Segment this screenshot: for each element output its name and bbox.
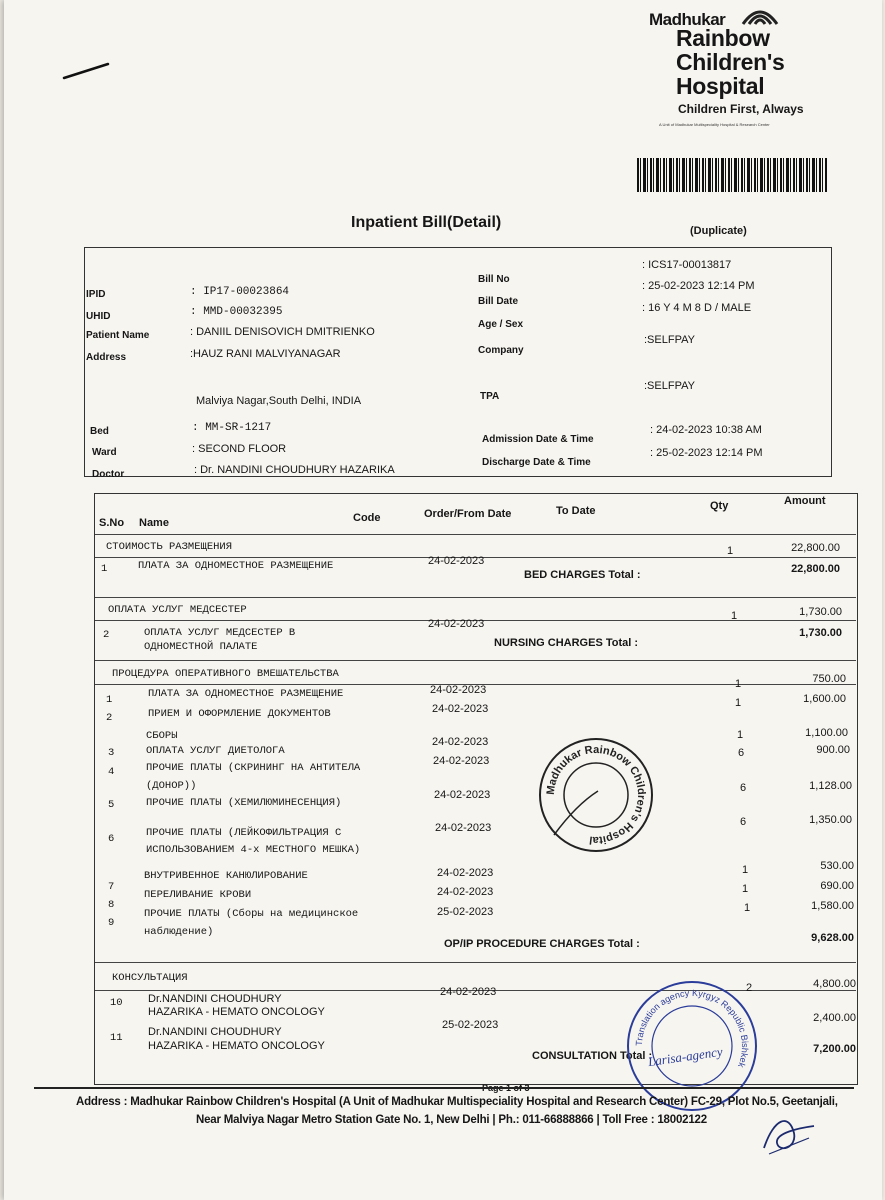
row-amount: 750.00: [812, 673, 846, 685]
col-from-date: Order/From Date: [424, 508, 512, 520]
row-date: 24-02-2023: [434, 789, 491, 801]
row-date: 24-02-2023: [428, 555, 485, 567]
col-code: Code: [353, 512, 381, 524]
row-date: 24-02-2023: [432, 736, 489, 748]
bed-total-value: 22,800.00: [791, 563, 840, 575]
row-qty: 6: [740, 782, 747, 794]
tpa-label: TPA: [480, 391, 500, 402]
duplicate-label: (Duplicate): [690, 225, 747, 237]
bill-date-value: : 25-02-2023 12:14 PM: [642, 280, 755, 292]
footer-address-line2: Near Malviya Nagar Metro Station Gate No. 1, New Delhi | Ph.: 011-66888866 | Toll Free : 18002122: [196, 1114, 707, 1126]
address-label: Address: [86, 352, 127, 363]
row-amount: 22,800.00: [791, 542, 840, 554]
ward-label: Ward: [92, 447, 117, 458]
discharge-label: Discharge Date & Time: [482, 457, 591, 468]
row-name: ПРОЧИЕ ПЛАТЫ (ХЕМИЛЮМИНЕСЕНЦИЯ): [146, 797, 342, 809]
company-value: :SELFPAY: [644, 334, 695, 346]
hospital-stamp-text: Madhukar Rainbow Children's Hospital: [544, 743, 648, 847]
hospital-name-line4: Hospital: [676, 73, 765, 99]
row-no: 11: [110, 1032, 123, 1044]
row-qty: 2: [746, 982, 753, 994]
row-no: 9: [108, 917, 115, 929]
row-qty: 1: [742, 883, 749, 895]
row-name: ПЛАТА ЗА ОДНОМЕСТНОЕ РАЗМЕЩЕНИЕ: [148, 688, 344, 700]
row-amount: 690.00: [820, 880, 854, 892]
bed-total-label: BED CHARGES Total :: [524, 569, 641, 581]
divider: [95, 962, 856, 963]
row-date: 24-02-2023: [428, 618, 485, 630]
row-qty: 1: [735, 678, 742, 690]
row-name: Dr.NANDINI CHOUDHURY: [148, 993, 282, 1005]
page-number: Page 1 of 3: [482, 1083, 530, 1093]
row-name-cont: наблюдение): [144, 926, 214, 938]
row-date: 24-02-2023: [430, 684, 487, 696]
row-qty: 1: [735, 697, 742, 709]
barcode: [637, 158, 827, 192]
row-qty: 6: [740, 816, 747, 828]
row-name-cont: (ДОНОР)): [146, 780, 197, 792]
uhid-label: UHID: [86, 311, 111, 322]
row-name: ОПЛАТА УСЛУГ МЕДСЕСТЕР В: [144, 627, 296, 639]
row-amount: 1,350.00: [809, 814, 852, 826]
row-name-cont: ИСПОЛЬЗОВАНИЕМ 4-х МЕСТНОГО МЕШКА): [146, 844, 361, 856]
row-no: 3: [108, 747, 115, 759]
row-qty: 1: [742, 864, 749, 876]
ward-value: : SECOND FLOOR: [192, 443, 287, 455]
divider: [95, 660, 856, 661]
translation-stamp-brand: Larisa-agency: [647, 1043, 724, 1070]
consultation-total-value: 7,200.00: [813, 1043, 856, 1055]
row-name-cont: HAZARIKA - HEMATO ONCOLOGY: [148, 1040, 325, 1052]
row-date: 24-02-2023: [437, 886, 494, 898]
row-name: ПРОЧИЕ ПЛАТЫ (ЛЕЙКОФИЛЬТРАЦИЯ С: [146, 827, 342, 839]
col-sno: S.No: [99, 517, 125, 529]
doctor-label: Doctor: [92, 469, 125, 480]
hospital-name-line2: Rainbow: [676, 25, 770, 51]
row-date: 24-02-2023: [432, 703, 489, 715]
row-no: 10: [110, 997, 123, 1009]
row-no: 8: [108, 899, 115, 911]
row-amount: 1,128.00: [809, 780, 852, 792]
company-label: Company: [478, 345, 524, 356]
nursing-total-label: NURSING CHARGES Total :: [494, 637, 639, 649]
col-name: Name: [139, 517, 169, 529]
hospital-subtagline: A Unit of Madhukar Multispeciality Hospital & Research Center: [659, 122, 770, 127]
row-qty: 1: [737, 729, 744, 741]
row-date: 25-02-2023: [437, 906, 494, 918]
admission-value: : 24-02-2023 10:38 AM: [650, 424, 762, 436]
row-amount: 1,580.00: [811, 900, 854, 912]
section-title-procedure: ПРОЦЕДУРА ОПЕРАТИВНОГО ВМЕШАТЕЛЬСТВА: [112, 668, 339, 680]
row-name: ПЕРЕЛИВАНИЕ КРОВИ: [144, 889, 252, 901]
row-qty: 1: [727, 545, 734, 557]
section-title-nursing: ОПЛАТА УСЛУГ МЕДСЕСТЕР: [108, 604, 247, 616]
nursing-total-value: 1,730.00: [799, 627, 842, 639]
bill-date-label: Bill Date: [478, 296, 519, 307]
row-name: ОПЛАТА УСЛУГ ДИЕТОЛОГА: [146, 745, 285, 757]
row-no: 1: [101, 563, 108, 575]
address-line2: Malviya Nagar,South Delhi, INDIA: [196, 395, 362, 407]
row-amount: 1,730.00: [799, 606, 842, 618]
col-qty: Qty: [710, 500, 729, 512]
row-name: ВНУТРИВЕННОЕ КАНЮЛИРОВАНИЕ: [144, 870, 308, 882]
row-name: ПРИЕМ И ОФОРМЛЕНИЕ ДОКУМЕНТОВ: [148, 708, 331, 720]
bed-value: : MM-SR-1217: [192, 422, 272, 434]
address-value: :HAUZ RANI MALVIYANAGAR: [190, 348, 341, 360]
row-date: 24-02-2023: [435, 822, 492, 834]
pen-mark: [62, 62, 110, 80]
row-name: ПРОЧИЕ ПЛАТЫ (СКРИНИНГ НА АНТИТЕЛА: [146, 762, 361, 774]
ipid-label: IPID: [86, 289, 106, 300]
row-amount: 4,800.00: [813, 978, 856, 990]
row-name: СБОРЫ: [146, 730, 178, 742]
document-title: Inpatient Bill(Detail): [351, 214, 502, 231]
procedure-total-value: 9,628.00: [811, 932, 854, 944]
bill-no-label: Bill No: [478, 274, 510, 285]
footer-divider: [34, 1087, 854, 1089]
translation-stamp-text: Translation agency Kyrgyz Republic Bishkek: [633, 987, 751, 1070]
bill-no-value: : ICS17-00013817: [642, 259, 732, 271]
row-name: Dr.NANDINI CHOUDHURY: [148, 1026, 282, 1038]
row-no: 2: [103, 629, 110, 641]
bed-label: Bed: [90, 426, 109, 437]
row-date: 25-02-2023: [442, 1019, 499, 1031]
row-qty: 1: [744, 902, 751, 914]
doctor-value: : Dr. NANDINI CHOUDHURY HAZARIKA: [194, 464, 395, 476]
uhid-value: : MMD-00032395: [190, 306, 283, 318]
rainbow-logo-icon: [741, 4, 779, 26]
divider: [95, 597, 856, 598]
row-name-cont: HAZARIKA - HEMATO ONCOLOGY: [148, 1006, 325, 1018]
row-no: 6: [108, 833, 115, 845]
tpa-value: :SELFPAY: [644, 380, 695, 392]
row-amount: 530.00: [820, 860, 854, 872]
col-to-date: To Date: [556, 505, 596, 517]
footer-address-line1: Address : Madhukar Rainbow Children's Hospital (A Unit of Madhukar Multispeciality Hospital and Research Center) FC-29, Plot No.5, Geetanjali,: [76, 1096, 838, 1108]
age-sex-label: Age / Sex: [478, 319, 524, 330]
hospital-stamp: [536, 735, 656, 855]
ipid-value: : IP17-00023864: [190, 286, 290, 298]
section-title-consultation: КОНСУЛЬТАЦИЯ: [112, 972, 188, 984]
procedure-total-label: OP/IP PROCEDURE CHARGES Total :: [444, 938, 640, 950]
admission-label: Admission Date & Time: [482, 434, 594, 445]
age-sex-value: : 16 Y 4 M 8 D / MALE: [642, 302, 752, 314]
row-no: 7: [108, 881, 115, 893]
row-no: 2: [106, 712, 113, 724]
patient-name-value: : DANIIL DENISOVICH DMITRIENKO: [190, 326, 375, 338]
row-amount: 900.00: [816, 744, 850, 756]
row-amount: 2,400.00: [813, 1012, 856, 1024]
consultation-total-label: CONSULTATION Total :: [532, 1050, 653, 1062]
translation-agency-stamp: [622, 978, 762, 1113]
section-title-bed: СТОИМОСТЬ РАЗМЕЩЕНИЯ: [106, 541, 233, 553]
row-date: 24-02-2023: [440, 986, 497, 998]
col-amount: Amount: [784, 495, 826, 507]
hospital-tagline: Children First, Always: [678, 102, 804, 116]
row-no: 5: [108, 799, 115, 811]
bill-page: [4, 0, 882, 1200]
row-date: 24-02-2023: [437, 867, 494, 879]
row-qty: 6: [738, 747, 745, 759]
row-name-cont: ОДНОМЕСТНОЙ ПАЛАТЕ: [144, 641, 258, 653]
row-name: ПЛАТА ЗА ОДНОМЕСТНОЕ РАЗМЕЩЕНИЕ: [138, 560, 334, 572]
row-amount: 1,100.00: [805, 727, 848, 739]
row-no: 1: [106, 694, 113, 706]
hospital-name-line3: Children's: [676, 49, 785, 75]
row-amount: 1,600.00: [803, 693, 846, 705]
row-qty: 1: [731, 610, 738, 622]
hospital-name-line1: Madhukar: [649, 10, 726, 29]
row-no: 4: [108, 766, 115, 778]
handwritten-signature: [759, 1108, 819, 1158]
row-name: ПРОЧИЕ ПЛАТЫ (Сборы на медицинское: [144, 908, 359, 920]
discharge-value: : 25-02-2023 12:14 PM: [650, 447, 763, 459]
svg-text:Madhukar Rainbow Children's Ho: [545, 744, 647, 846]
patient-name-label: Patient Name: [86, 330, 150, 341]
header-divider: [95, 534, 856, 535]
row-date: 24-02-2023: [433, 755, 490, 767]
